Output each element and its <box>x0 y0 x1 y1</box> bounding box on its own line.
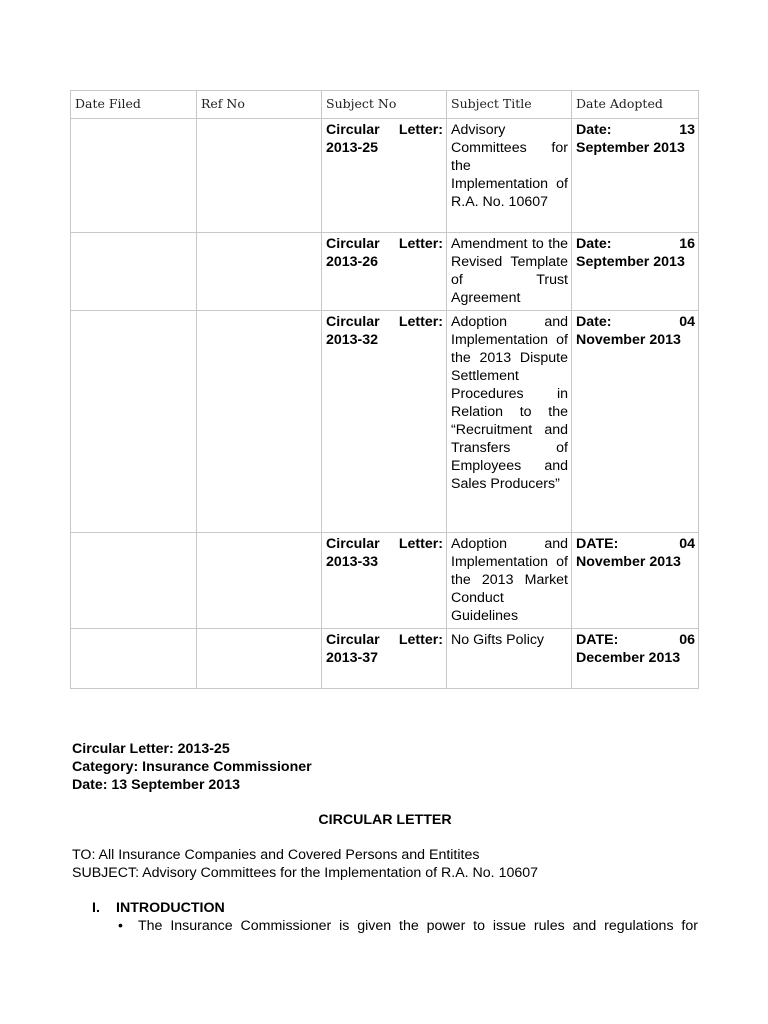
subject-line: SUBJECT: Advisory Committees for the Implementation of R.A. No. 10607 <box>72 865 539 881</box>
subject-no-value: 2013-33 <box>326 554 379 570</box>
cell-date-filed <box>71 233 197 311</box>
subject-no-label: Circular Letter: <box>326 536 443 552</box>
subject-no-value: 2013-37 <box>326 650 379 666</box>
date-adopted-day: DATE: 06 <box>576 632 695 648</box>
cell-subject-title: Amendment to the Revised Template of Trust Agreement <box>447 233 572 311</box>
table-row <box>71 233 699 311</box>
cell-subject-title: Adoption and Implementation of the 2013 Dispute Settlement Procedures in Relation to the “Recruitment and Transfers of Employees and Sales Producers” <box>447 311 572 533</box>
cell-date-filed <box>71 533 197 629</box>
cell-subject-no <box>322 533 447 629</box>
date-adopted-month-year: December 2013 <box>576 650 681 666</box>
date-adopted-day: Date: 13 <box>576 122 695 138</box>
circular-letters-table <box>70 90 699 689</box>
cell-ref-no <box>197 629 322 689</box>
section-heading <box>72 899 698 917</box>
date-adopted-month-year: November 2013 <box>576 332 681 348</box>
cell-date-filed <box>71 119 197 233</box>
section-number: I. <box>92 900 100 916</box>
circular-category: Category: Insurance Commissioner <box>72 759 312 775</box>
circular-date: Date: 13 September 2013 <box>72 777 240 793</box>
cell-subject-title: Adoption and Implementation of the 2013 Market Conduct Guidelines <box>447 533 572 629</box>
cell-date-filed <box>71 311 197 533</box>
table-row <box>71 119 699 233</box>
date-adopted-day: Date: 16 <box>576 236 695 252</box>
cell-subject-no <box>322 629 447 689</box>
table-row <box>71 311 699 533</box>
cell-ref-no <box>197 119 322 233</box>
cell-ref-no <box>197 233 322 311</box>
subject-no-value: 2013-32 <box>326 332 379 348</box>
cell-date-adopted <box>572 533 699 629</box>
addressee-line: TO: All Insurance Companies and Covered Persons and Entitites <box>72 847 480 863</box>
circular-number: Circular Letter: 2013-25 <box>72 741 230 757</box>
cell-date-filed <box>71 629 197 689</box>
cell-date-adopted <box>572 629 699 689</box>
subject-no-value: 2013-26 <box>326 254 379 270</box>
cell-subject-no <box>322 311 447 533</box>
circular-heading: CIRCULAR LETTER <box>318 812 452 828</box>
table-header-row <box>71 91 699 119</box>
subject-no-label: Circular Letter: <box>326 122 443 138</box>
cell-subject-title: No Gifts Policy <box>447 629 572 689</box>
cell-date-adopted <box>572 119 699 233</box>
subject-no-label: Circular Letter: <box>326 632 443 648</box>
cell-ref-no <box>197 311 322 533</box>
cell-date-adopted <box>572 311 699 533</box>
date-adopted-month-year: September 2013 <box>576 254 685 270</box>
header-date-filed: Date Filed <box>71 91 197 119</box>
cell-date-adopted <box>572 233 699 311</box>
cell-subject-title: Advisory Committees for the Implementation of R.A. No. 10607 <box>447 119 572 233</box>
header-ref-no: Ref No <box>197 91 322 119</box>
date-adopted-day: Date: 04 <box>576 314 695 330</box>
subject-no-label: Circular Letter: <box>326 236 443 252</box>
header-subject-no: Subject No <box>322 91 447 119</box>
cell-subject-no <box>322 119 447 233</box>
subject-no-value: 2013-25 <box>326 140 379 156</box>
date-adopted-month-year: September 2013 <box>576 140 685 156</box>
cell-ref-no <box>197 533 322 629</box>
list-item <box>72 917 698 935</box>
header-date-adopted: Date Adopted <box>572 91 699 119</box>
date-adopted-month-year: November 2013 <box>576 554 681 570</box>
date-adopted-day: DATE: 04 <box>576 536 695 552</box>
bullet-text: The Insurance Commissioner is given the power to issue rules and regulations for <box>138 918 698 934</box>
table-row <box>71 629 699 689</box>
bullet-glyph: • <box>118 918 123 934</box>
section-title: INTRODUCTION <box>116 900 225 916</box>
cell-subject-no <box>322 233 447 311</box>
circular-letter-body <box>72 740 698 935</box>
table-row <box>71 533 699 629</box>
subject-no-label: Circular Letter: <box>326 314 443 330</box>
header-subject-title: Subject Title <box>447 91 572 119</box>
